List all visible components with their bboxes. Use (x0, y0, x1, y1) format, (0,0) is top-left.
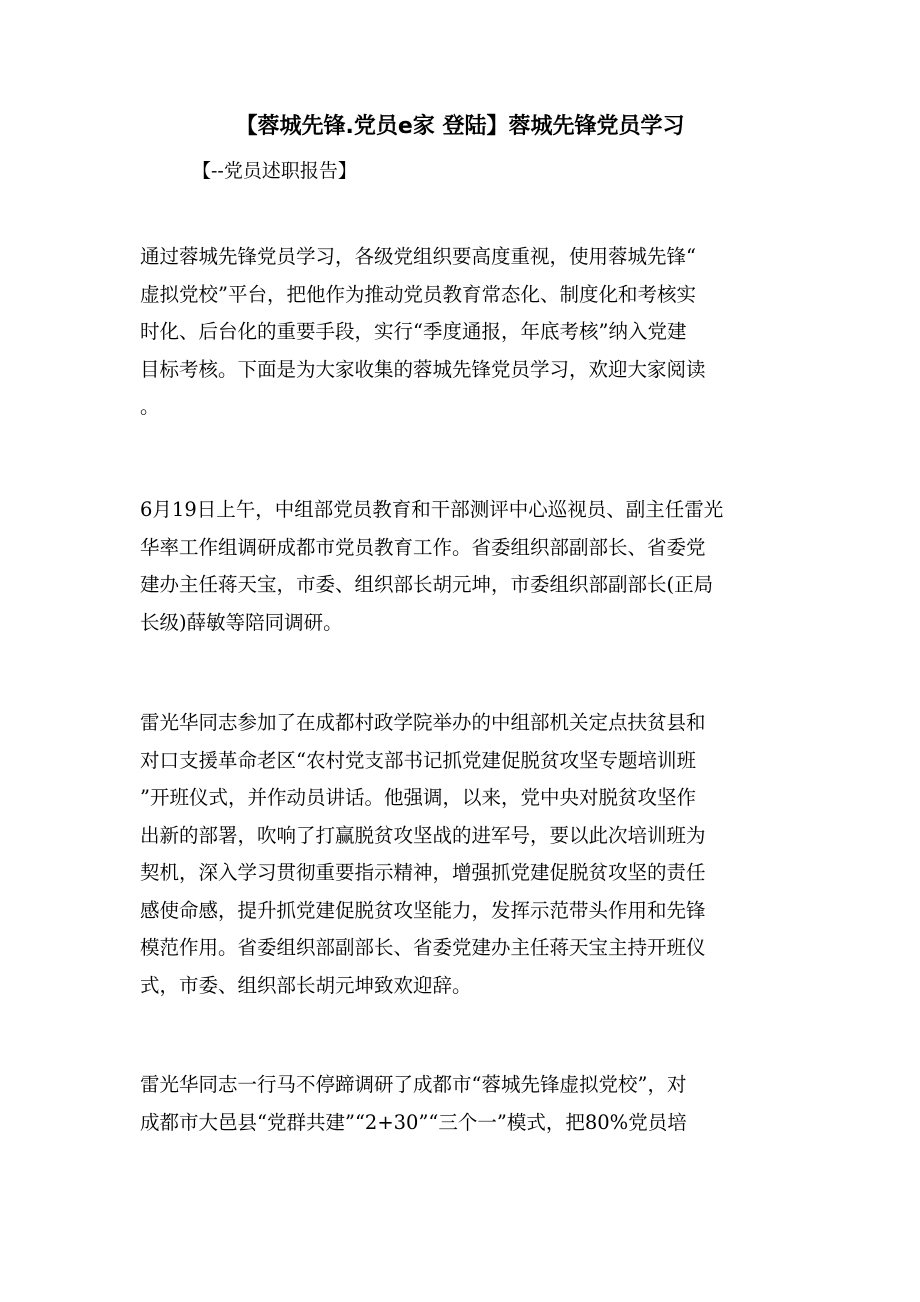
paragraph-line: 出新的部署，吹响了打赢脱贫攻坚战的进军号，要以此次培训班为 (140, 823, 706, 847)
paragraph-line: 时化、后台化的重要手段，实行“季度通报，年底考核”纳入党建 (140, 320, 687, 343)
paragraph-line: 模范作用。省委组织部副部长、省委党建办主任蒋天宝主持开班仪 (140, 936, 706, 959)
paragraph-line: 雷光华同志参加了在成都村政学院举办的中组部机关定点扶贫县和 (140, 711, 706, 734)
paragraph-line: 华率工作组调研成都市党员教育工作。省委组织部副部长、省委党 (140, 535, 706, 559)
paragraph-line: 目标考核。下面是为大家收集的蓉城先锋党员学习，欢迎大家阅读 (140, 357, 706, 381)
document-subtitle: 【--党员述职报告】 (192, 160, 357, 182)
paragraph-line: 虚拟党校”平台，把他作为推动党员教育常态化、制度化和考核实 (140, 282, 696, 306)
paragraph-line: 对口支援革命老区“农村党支部书记抓党建促脱贫攻坚专题培训班 (140, 748, 696, 772)
paragraph-line: ”开班仪式，并作动员讲话。他强调，以来，党中央对脱贫攻坚作 (140, 786, 696, 809)
paragraph-line: 长级)薛敏等陪同调研。 (140, 610, 343, 634)
paragraph-line: 感使命感，提升抓党建促脱贫攻坚能力，发挥示范带头作用和先锋 (140, 898, 706, 922)
paragraph-line: 雷光华同志一行马不停蹄调研了成都市“蓉城先锋虚拟党校”，对 (140, 1073, 687, 1096)
paragraph-4 (140, 1066, 780, 1141)
paragraph-line: 通过蓉城先锋党员学习，各级党组织要高度重视，使用蓉城先锋“ (140, 245, 696, 268)
paragraph-line: 。 (140, 395, 160, 418)
paragraph-2 (140, 491, 780, 641)
paragraph-3 (140, 704, 780, 1004)
paragraph-line: 式，市委、组织部长胡元坤致欢迎辞。 (140, 973, 472, 997)
paragraph-line: 成都市大邑县“党群共建”“2+30”“三个一”模式，把80%党员培 (140, 1110, 687, 1134)
paragraph-line: 契机，深入学习贯彻重要指示精神，增强抓党建促脱贫攻坚的责任 (140, 861, 706, 884)
paragraph-1 (140, 238, 780, 426)
document-title: 【蓉城先锋.党员e家 登陆】蓉城先锋党员学习 (235, 114, 685, 139)
paragraph-line: 建办主任蒋天宝，市委、组织部长胡元坤，市委组织部副部长(正局 (140, 573, 714, 596)
paragraph-line: 6月19日上午，中组部党员教育和干部测评中心巡视员、副主任雷光 (140, 498, 724, 521)
